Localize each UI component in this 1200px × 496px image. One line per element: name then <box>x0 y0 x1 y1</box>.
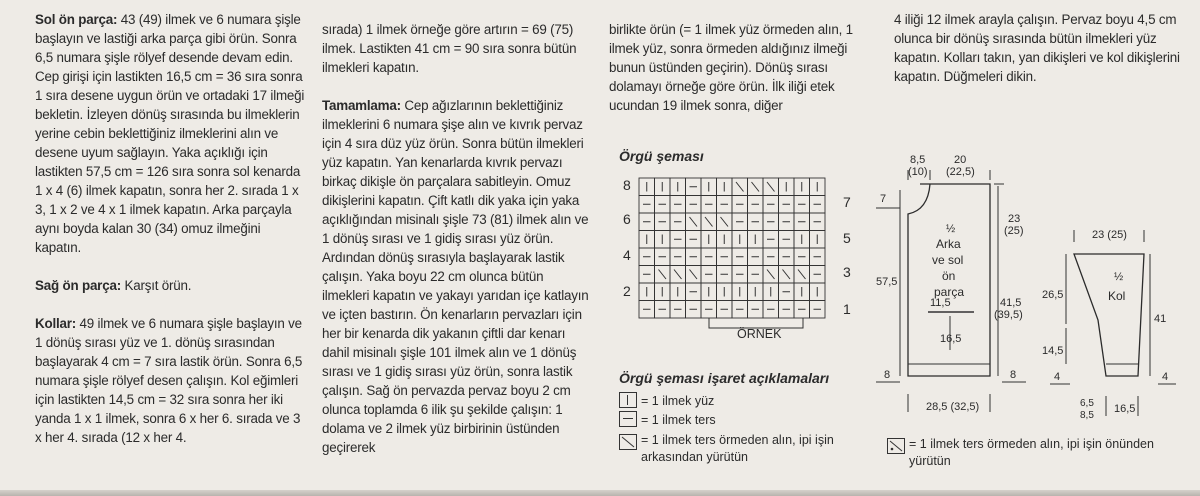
dim-side-alt: (39,5) <box>994 309 1023 321</box>
left-front-heading: Sol ön parça: <box>35 12 118 27</box>
dim-sleeve-length: 41 <box>1154 313 1167 325</box>
chart-stitch-symbol <box>721 217 729 227</box>
finishing-text: Cep ağızlarının beklettiğiniz ilmeklerini 6 numara şişe alın ve kıvrık pervaz için 4 sıra düz yüz örün. Sonra bütün ilmekleri yüz kapatın. Yan kenarlarda kıvrık pervazı birkaç dikişle ön parçalara sabitleyin. Omuz dikişlerini kapatın. Çift katlı dik yaka için yaka açıklığından misinalı şişle 73 (81) ilmek alın ve 1 dönüş sırası ve 1 gidiş sırası yüz örün. Ardından dönüş sırasıyla başlayarak lastik çalışın. Yaka boyu 22 cm olunca bütün ilmekleri kapatın ve yakayı yarıdan içe katlayın ve içten bastırın. Ön kenarların pervazları için her bir kenarda dik yakanın çiftli dar kenarı dahil misinalı şişle 101 ilmek alın ve 1 dönüş sırası ve 1 gidiş sırası yüz örün, sonra lastik çalışın. Sağ ön pervazda pervaz boyu 2 cm olunca toplamda 6 ilik şu şekilde çalışın: 1 dolama ve 2 ilmek yüz birbirinin üstünden geçirerek <box>322 98 589 455</box>
dim-height: 57,5 <box>876 276 898 288</box>
dim-sleeve-bottom: 16,5 <box>1114 403 1136 415</box>
row-number-1: 1 <box>843 301 851 317</box>
dim-neck-width-alt: (10) <box>908 166 928 178</box>
dim-hem-left: 8 <box>884 369 891 381</box>
row-number-3: 3 <box>843 264 851 280</box>
legend-purl: = 1 ilmek ters <box>619 411 879 429</box>
row-number-2: 2 <box>623 283 631 299</box>
purl-symbol-icon <box>619 411 637 427</box>
back-label-half: ½ <box>946 223 956 235</box>
dim-sleeve-bottom-a: 6,5 <box>1080 398 1094 409</box>
chart-stitch-symbol <box>752 182 760 192</box>
sleeve-label-half: ½ <box>1114 271 1124 283</box>
sleeves-heading: Kollar: <box>35 316 77 331</box>
finishing-end-paragraph: 4 iliği 12 ilmek arayla çalışın. Pervaz boyu 4,5 cm olunca bir dönüş sırasında bütün ilmekleri yüz kapatın. Kolları takın, yan dikişleri ve kol dikişlerini kapatın. Düğmeleri dikin. <box>894 12 1180 84</box>
back-label-line3: ön <box>942 269 956 283</box>
sleeve-outline <box>1074 254 1144 376</box>
legend-slip-front: = 1 ilmek ters örmeden alın, ipi işin önünden yürütün <box>887 436 1177 470</box>
chart-title: Örgü şeması <box>619 148 704 164</box>
row-number-4: 4 <box>623 247 631 263</box>
sleeves-text: 49 ilmek ve 6 numara şişle başlayın ve 1 dönüş sırası yüz ve 1. dönüş sırasından başlayarak 4 cm = 7 sıra lastik örün. Sonra 6,5 numara şişle rölyef desen çalışın. Kol eğimleri için lastikten 14,5 cm = 32 sıra sonra her iki yanda 1 x 1 ilmek, sonra 6 x her 6. sırada ve 3 x her 4. sırada (12 x her 4. <box>35 316 303 445</box>
chart-stitch-symbol <box>783 270 791 280</box>
knitting-chart <box>615 170 865 342</box>
chart-grid <box>639 178 825 318</box>
slip-front-symbol-icon <box>887 438 905 454</box>
left-front-text: 43 (49) ilmek ve 6 numara şişle başlayın ve lastiği arka parça gibi örün. Sonra 6,5 numara şişle rölyef desende devam edin. Cep girişi için lastikten 16,5 cm = 36 sıra sonra 1 sıra desene uygun örün ve ortadaki 17 ilmeği bekletin. İzleyen dönüş sırasında bu ilmeklerin yerine cebin beklettiğiniz ilmeklerini alın ve desene uyum sağlayın. Yaka açıklığı için lastikten 57,5 cm = 126 sıra sonra sol kenarda 1 x 4 (6) ilmek kapatın, sonra her 2. sırada 1 x 3, 1 x 2 ve 4 x 1 ilmek kapatın. Arka parçayla aynı boyda kalan 30 (34) omuz ilmeğini kapatın. <box>35 12 305 255</box>
repeat-label: ÖRNEK <box>737 327 782 341</box>
sleeve-label: Kol <box>1108 289 1126 303</box>
finishing-paragraph <box>322 96 590 457</box>
dim-sleeve-cap: 26,5 <box>1042 289 1064 301</box>
dim-side: 41,5 <box>1000 297 1022 309</box>
chart-stitch-symbol <box>674 270 682 280</box>
dim-shoulder-alt: (22,5) <box>946 166 975 178</box>
row-number-7: 7 <box>843 194 851 210</box>
chart-stitch-symbol <box>736 182 744 192</box>
chart-stitch-symbol <box>705 217 713 227</box>
back-label-line1: Arka <box>936 237 961 251</box>
knit-symbol-icon <box>619 392 637 408</box>
chart-stitch-symbol <box>767 270 775 280</box>
finishing-cont-paragraph: birlikte örün (= 1 ilmek yüz örmeden alın, 1 ilmek yüz, sonra örmeden aldığınız ilmeği bunun üstünden geçirin). Dönüş sırası dolamayı örneğe göre örün. İlk iliği etek ucundan 19 ilmek sonra, diğer <box>609 22 853 113</box>
row-number-6: 6 <box>623 211 631 227</box>
text-column-1 <box>35 10 307 447</box>
dim-shoulder: 20 <box>954 154 967 166</box>
left-front-paragraph <box>35 10 307 257</box>
page-bottom-shadow <box>0 490 1200 496</box>
row-number-5: 5 <box>843 230 851 246</box>
dim-hem-right: 8 <box>1010 369 1017 381</box>
dim-sleeve-lower: 14,5 <box>1042 345 1064 357</box>
garment-schematic <box>870 150 1190 422</box>
legend-title: Örgü şeması işaret açıklamaları <box>619 370 830 386</box>
right-front-text: Karşıt örün. <box>120 278 192 293</box>
dim-armhole: 23 <box>1008 213 1021 225</box>
row-number-8: 8 <box>623 177 631 193</box>
dim-sleeve-rib-left: 4 <box>1054 371 1061 383</box>
chart-stitch-symbol <box>659 270 667 280</box>
legend-knit: = 1 ilmek yüz <box>619 392 879 410</box>
chart-stitch-symbol <box>690 270 698 280</box>
dim-bottom-width: 28,5 (32,5) <box>926 401 980 413</box>
dim-pocket-width: 11,5 <box>930 297 951 309</box>
chart-stitch-symbol <box>690 217 698 227</box>
right-front-heading: Sağ ön parça: <box>35 278 121 293</box>
dim-sleeve-bottom-b: 8,5 <box>1080 410 1094 421</box>
finishing-heading: Tamamlama: <box>322 98 401 113</box>
text-column-2 <box>322 20 590 457</box>
back-label-line4: parça <box>934 285 965 299</box>
back-label-line2: ve sol <box>932 253 964 267</box>
dim-sleeve-top: 23 (25) <box>1092 229 1127 241</box>
chart-stitch-symbol <box>798 270 806 280</box>
sleeves-cont-paragraph: sırada) 1 ilmek örneğe göre artırın = 69 (75) ilmek. Lastikten 41 cm = 90 sıra sonra bütün ilmekleri kapatın. <box>322 22 577 75</box>
slip-back-symbol-icon <box>619 434 637 450</box>
sleeves-paragraph <box>35 314 307 447</box>
right-front-paragraph <box>35 276 307 295</box>
dim-neck-drop: 7 <box>880 193 887 205</box>
dim-neck-width: 8,5 <box>910 154 926 166</box>
legend-slip-back: = 1 ilmek ters örmeden alın, ipi işin arkasından yürütün <box>619 432 869 466</box>
dim-armhole-alt: (25) <box>1004 225 1024 237</box>
text-column-4 <box>894 10 1184 86</box>
text-column-3 <box>609 20 871 115</box>
dim-sleeve-rib-right: 4 <box>1162 371 1169 383</box>
dim-pocket-height: 16,5 <box>940 333 962 345</box>
chart-stitch-symbol <box>767 182 775 192</box>
